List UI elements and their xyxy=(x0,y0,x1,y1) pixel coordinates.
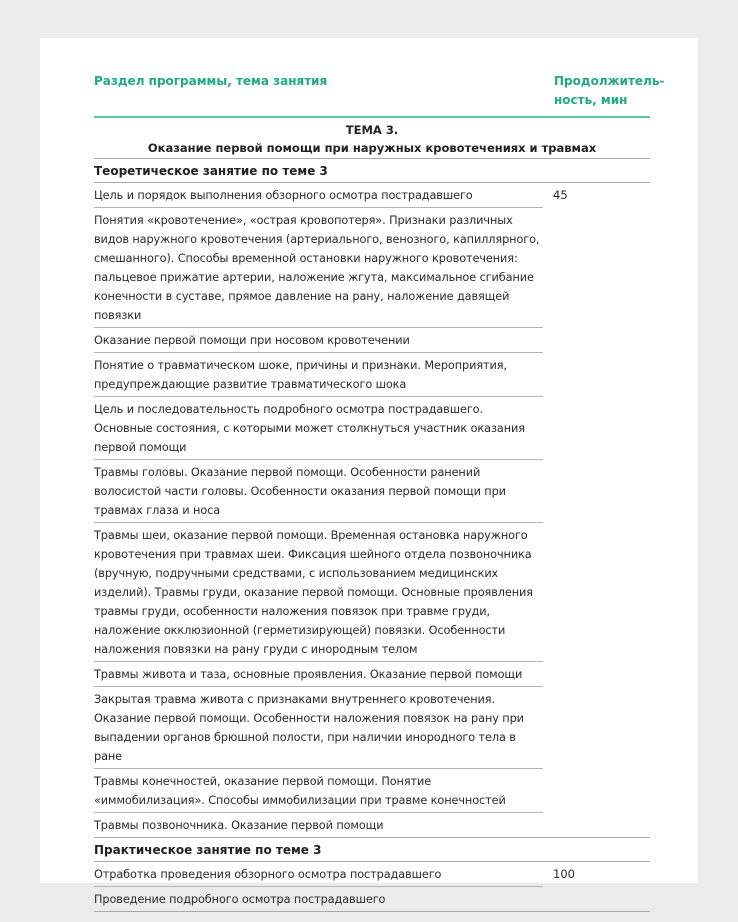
row-text: Цель и порядок выполнения обзорного осмотра пострадавшего xyxy=(94,183,543,208)
topic-number: ТЕМА 3. xyxy=(345,123,399,137)
practice-rows xyxy=(94,862,650,911)
row-duration xyxy=(543,662,650,687)
topic-title: Оказание первой помощи при наружных кровотечениях и травмах xyxy=(147,141,597,155)
row-text: Понятие о травматическом шоке, причины и признаки. Мероприятия, предупреждающие развитие травматического шока xyxy=(94,353,543,397)
table-row xyxy=(94,397,650,460)
document-page xyxy=(40,38,698,906)
theory-rows xyxy=(94,183,650,837)
program-table xyxy=(94,70,665,912)
row-text: Травмы конечностей, оказание первой помощи. Понятие «иммобилизация». Способы иммобилизации при травме конечностей xyxy=(94,769,543,813)
row-duration xyxy=(543,687,650,769)
header-duration-line2: ность, мин xyxy=(554,93,628,107)
row-duration xyxy=(543,887,650,911)
row-duration xyxy=(543,353,650,397)
table-row xyxy=(94,183,650,208)
table-row xyxy=(94,208,650,328)
row-text: Цель и последовательность подробного осмотра пострадавшего. Основные состояния, с которыми может столкнуться участник оказания первой помощи xyxy=(94,397,543,460)
table-row xyxy=(94,862,650,887)
row-text: Травмы шеи, оказание первой помощи. Временная остановка наружного кровотечения при травмах шеи. Фиксация шейного отдела позвоночника (вручную, подручными средствами, с использованием медицинских изделий). Травмы груди, оказание первой помощи. Основные проявления травмы груди, особенности наложения повязок при травме груди, наложение окклюзионной (герметизирующей) повязки. Особенности наложения повязки на рану груди с инородным телом xyxy=(94,523,543,662)
row-duration xyxy=(543,769,650,813)
row-duration: 45 xyxy=(553,188,568,202)
table-row xyxy=(94,460,650,523)
row-text: Проведение подробного осмотра пострадавшего xyxy=(94,893,386,906)
row-text: Травмы позвоночника. Оказание первой помощи xyxy=(94,819,384,832)
topic-heading xyxy=(94,118,650,159)
row-duration xyxy=(543,523,650,662)
row-text: Понятия «кровотечение», «острая кровопотеря». Признаки различных видов наружного кровотечения (артериального, венозного, капиллярного, смешанного). Способы временной остановки наружного кровотечения: пальцевое прижатие артерии, наложение жгута, максимальное сгибание конечности в суставе, прямое давление на рану, наложение давящей повязки xyxy=(94,208,543,328)
table-row xyxy=(94,687,650,769)
section-title-practice: Практическое занятие по теме 3 xyxy=(94,838,650,862)
divider xyxy=(94,911,650,912)
row-text: Травмы живота и таза, основные проявления. Оказание первой помощи xyxy=(94,662,543,687)
row-text: Травмы головы. Оказание первой помощи. Особенности ранений волосистой части головы. Особенности оказания первой помощи при травмах глаза и носа xyxy=(94,460,543,523)
row-text: Оказание первой помощи при носовом кровотечении xyxy=(94,328,543,353)
row-duration xyxy=(543,460,650,523)
row-text: Отработка проведения обзорного осмотра пострадавшего xyxy=(94,862,543,887)
table-row xyxy=(94,662,650,687)
row-duration xyxy=(543,208,650,328)
table-header xyxy=(94,70,665,118)
table-row xyxy=(94,769,650,813)
row-duration xyxy=(543,813,650,837)
header-topic-column: Раздел программы, тема занятия xyxy=(94,74,328,88)
row-duration xyxy=(543,328,650,353)
table-row xyxy=(94,523,650,662)
table-row xyxy=(94,813,650,837)
table-row xyxy=(94,328,650,353)
row-duration: 100 xyxy=(553,867,575,881)
row-text: Закрытая травма живота с признаками внутреннего кровотечения. Оказание первой помощи. Особенности наложения повязок на рану при выпадении органов брюшной полости, при наличии инородного тела в ране xyxy=(94,687,543,769)
table-row xyxy=(94,887,650,911)
header-duration-column xyxy=(554,72,665,110)
header-duration-line1: Продолжитель- xyxy=(554,74,665,88)
table-row xyxy=(94,353,650,397)
row-duration xyxy=(543,397,650,460)
section-title-theory: Теоретическое занятие по теме 3 xyxy=(94,159,650,183)
